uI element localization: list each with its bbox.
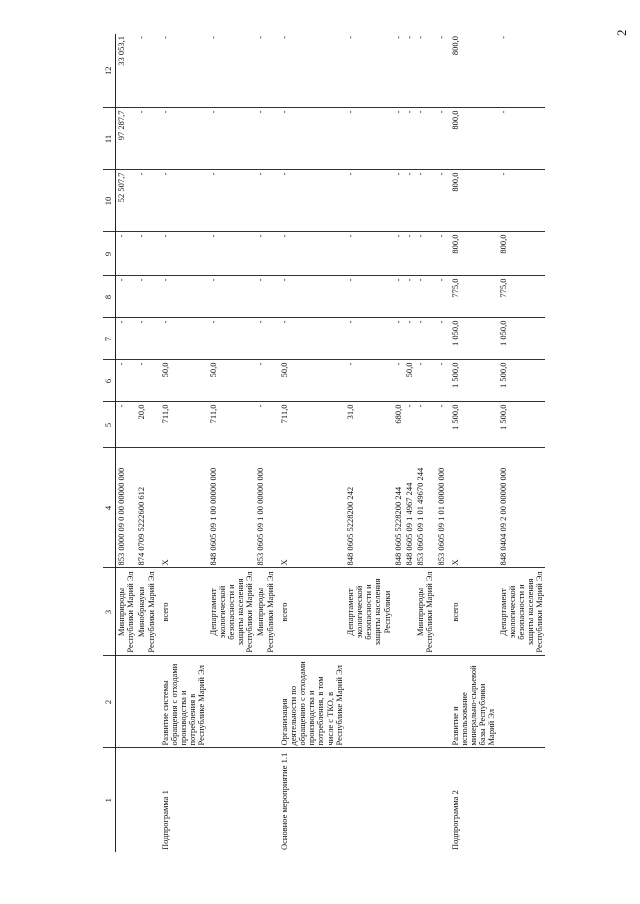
table-row [404, 34, 415, 852]
cell-col-4: 853 0605 09 1 00 00000 000 [255, 448, 275, 568]
col-header-4: 4 [103, 448, 116, 568]
cell-col-12: - [136, 34, 156, 108]
cell-col-4: Х [447, 448, 498, 568]
cell-col-11: - [345, 108, 393, 170]
cell-col-2 [116, 656, 137, 748]
cell-col-12: - [436, 34, 447, 108]
cell-col-7: - [345, 318, 393, 360]
cell-col-10: - [345, 170, 393, 232]
cell-col-11: 97 287,7 [116, 108, 137, 170]
column-numbers-row [103, 34, 116, 852]
cell-col-10: - [393, 170, 404, 232]
col-header-10: 10 [103, 170, 116, 232]
cell-col-3: Департамент экологической безопасности и защиты населения Республики Марий Эл [208, 568, 256, 656]
cell-col-4: Х [276, 448, 345, 568]
cell-col-3: Минприроды Республики Марий Эл [415, 568, 435, 656]
cell-col-5: 20,0 [136, 402, 156, 448]
cell-col-7: - [255, 318, 275, 360]
cell-col-8: 775,0 [498, 276, 546, 318]
cell-col-1: Подпрограмма 1 [159, 790, 170, 850]
cell-col-6: 50,0 [157, 360, 208, 402]
cell-col-10: - [498, 170, 546, 232]
cell-col-6: 1 500,0 [498, 360, 546, 402]
cell-col-6: - [436, 360, 447, 402]
cell-col-12: - [276, 34, 345, 108]
cell-col-5: 1 500,0 [498, 402, 546, 448]
cell-col-6: 50,0 [276, 360, 345, 402]
cell-col-6: - [116, 360, 137, 402]
cell-col-5: 1 500,0 [447, 402, 498, 448]
cell-col-5: - [404, 402, 415, 448]
cell-col-8: - [255, 276, 275, 318]
cell-col-6: - [136, 360, 156, 402]
cell-col-12: - [415, 34, 435, 108]
cell-col-7: 1 050,0 [447, 318, 498, 360]
table-row [415, 34, 435, 852]
cell-col-12: 33 053,1 [116, 34, 137, 108]
cell-col-2 [415, 656, 435, 748]
cell-col-5: - [415, 402, 435, 448]
cell-col-12: - [404, 34, 415, 108]
cell-col-8: - [157, 276, 208, 318]
cell-col-4: 848 0605 09 1 4967 244 [404, 448, 415, 568]
table-row [447, 34, 498, 852]
cell-col-8: - [415, 276, 435, 318]
cell-col-4: 848 0605 5228200 244 [393, 448, 404, 568]
cell-col-2: Развитие и использование минерально-сырьевой базы Республики Марий Эл [447, 656, 498, 748]
cell-col-1 [404, 748, 415, 852]
cell-col-9: - [393, 232, 404, 276]
cell-col-2: Развитие системы обращения с отходами производства и потребления в Республике Марий Эл [157, 656, 208, 748]
cell-col-10: - [157, 170, 208, 232]
cell-col-5: 711,0 [157, 402, 208, 448]
cell-col-4: 853 0605 09 1 01 00000 000 [436, 448, 447, 568]
cell-col-3: Департамент экологической безопасности и защиты населения Республики [345, 568, 393, 656]
cell-col-6: 50,0 [208, 360, 256, 402]
col-header-3: 3 [103, 568, 116, 656]
cell-col-3: Департамент экологической безопасности и защиты населения Республики Марий Эл [498, 568, 546, 656]
cell-col-11: - [276, 108, 345, 170]
cell-col-10: 52 507,7 [116, 170, 137, 232]
cell-col-8: - [208, 276, 256, 318]
cell-col-10: - [436, 170, 447, 232]
cell-col-8: - [136, 276, 156, 318]
cell-col-5: 711,0 [208, 402, 256, 448]
rotated-table-container [103, 34, 609, 852]
cell-col-2 [393, 656, 404, 748]
cell-col-1: Подпрограмма 2 [449, 790, 460, 850]
cell-col-2 [436, 656, 447, 748]
table-row [157, 34, 208, 852]
table-body [116, 34, 546, 852]
cell-col-8: - [404, 276, 415, 318]
cell-col-12: - [345, 34, 393, 108]
cell-col-7: - [393, 318, 404, 360]
col-header-7: 7 [103, 318, 116, 360]
col-header-1: 1 [103, 748, 116, 852]
cell-col-11: - [208, 108, 256, 170]
cell-col-9: - [345, 232, 393, 276]
table-row [255, 34, 275, 852]
cell-col-11: - [498, 108, 546, 170]
col-header-12: 12 [103, 34, 116, 108]
cell-col-7: - [415, 318, 435, 360]
cell-col-7: - [116, 318, 137, 360]
cell-col-1 [498, 748, 546, 852]
cell-col-6: - [393, 360, 404, 402]
col-header-11: 11 [103, 108, 116, 170]
cell-col-10: 800,0 [447, 170, 498, 232]
cell-col-9: - [157, 232, 208, 276]
col-header-9: 9 [103, 232, 116, 276]
cell-col-10: - [136, 170, 156, 232]
cell-col-1 [436, 748, 447, 852]
table-row [136, 34, 156, 852]
cell-col-11: - [157, 108, 208, 170]
table-row [498, 34, 546, 852]
cell-col-4: 848 0605 09 1 00 00000 000 [208, 448, 256, 568]
col-header-5: 5 [103, 402, 116, 448]
cell-col-4: 874 0709 5222600 612 [136, 448, 156, 568]
cell-col-6: - [255, 360, 275, 402]
cell-col-12: - [498, 34, 546, 108]
cell-col-9: - [208, 232, 256, 276]
col-header-2: 2 [103, 656, 116, 748]
cell-col-11: 800,0 [447, 108, 498, 170]
table-row [116, 34, 137, 852]
cell-col-10: - [208, 170, 256, 232]
cell-col-2 [208, 656, 256, 748]
cell-col-7: - [208, 318, 256, 360]
cell-col-9: - [276, 232, 345, 276]
cell-col-4: Х [157, 448, 208, 568]
cell-col-1 [255, 748, 275, 852]
cell-col-3: всего [276, 568, 345, 656]
cell-col-8: 775,0 [447, 276, 498, 318]
cell-col-7: - [436, 318, 447, 360]
cell-col-1: Основное мероприятие 1.1 [278, 752, 289, 850]
cell-col-2 [498, 656, 546, 748]
cell-col-1 [415, 748, 435, 852]
cell-col-8: - [393, 276, 404, 318]
cell-col-7: - [136, 318, 156, 360]
table-row [436, 34, 447, 852]
cell-col-4: 853 0605 09 1 01 49670 244 [415, 448, 435, 568]
cell-col-4: 853 0000 09 0 00 00000 000 [116, 448, 137, 568]
cell-col-3 [436, 568, 447, 656]
cell-col-9: - [436, 232, 447, 276]
cell-col-6: - [345, 360, 393, 402]
cell-col-5: - [255, 402, 275, 448]
cell-col-4: 848 0404 09 2 00 00000 000 [498, 448, 546, 568]
cell-col-11: - [404, 108, 415, 170]
cell-col-1 [116, 748, 137, 852]
cell-col-12: - [157, 34, 208, 108]
cell-col-12: 800,0 [447, 34, 498, 108]
cell-col-11: - [136, 108, 156, 170]
cell-col-9: - [415, 232, 435, 276]
budget-table [103, 34, 545, 852]
cell-col-10: - [415, 170, 435, 232]
cell-col-8: - [436, 276, 447, 318]
cell-col-10: - [404, 170, 415, 232]
cell-col-7: 1 050,0 [498, 318, 546, 360]
cell-col-6: 50,0 [404, 360, 415, 402]
cell-col-11: - [436, 108, 447, 170]
col-header-8: 8 [103, 276, 116, 318]
cell-col-3: Минприроды Республики Марий Эл [116, 568, 137, 656]
cell-col-5: 711,0 [276, 402, 345, 448]
cell-col-7: - [404, 318, 415, 360]
cell-col-5: - [436, 402, 447, 448]
cell-col-8: - [276, 276, 345, 318]
cell-col-9: 800,0 [447, 232, 498, 276]
cell-col-4: 848 0605 5228200 242 [345, 448, 393, 568]
cell-col-3: Минобрнауки Республики Марий Эл [136, 568, 156, 656]
cell-col-2 [345, 656, 393, 748]
cell-col-1 [393, 748, 404, 852]
cell-col-2 [255, 656, 275, 748]
cell-col-3: всего [157, 568, 208, 656]
cell-col-9: 800,0 [498, 232, 546, 276]
page-number: 2 [614, 29, 629, 36]
cell-col-7: - [276, 318, 345, 360]
cell-col-5: 680,0 [393, 402, 404, 448]
cell-col-10: - [255, 170, 275, 232]
cell-col-12: - [255, 34, 275, 108]
cell-col-11: - [415, 108, 435, 170]
cell-col-12: - [208, 34, 256, 108]
cell-col-2: Организация деятельности по обращению с отходами производства и потребления, в том числе с ТКО, в Республике Марий Эл [276, 656, 345, 748]
cell-col-10: - [276, 170, 345, 232]
table-row [208, 34, 256, 852]
cell-col-11: - [255, 108, 275, 170]
table-row [276, 34, 345, 852]
cell-col-9: - [136, 232, 156, 276]
cell-col-1 [208, 748, 256, 852]
cell-col-6: 1 500,0 [447, 360, 498, 402]
cell-col-1 [136, 748, 156, 852]
cell-col-9: - [404, 232, 415, 276]
cell-col-1 [345, 748, 393, 852]
table-row [393, 34, 404, 852]
cell-col-11: - [393, 108, 404, 170]
table-row [345, 34, 393, 852]
cell-col-5: 31,0 [345, 402, 393, 448]
cell-col-2 [404, 656, 415, 748]
cell-col-7: - [157, 318, 208, 360]
cell-col-2 [136, 656, 156, 748]
cell-col-3 [393, 568, 404, 656]
cell-col-6: - [415, 360, 435, 402]
cell-col-8: - [116, 276, 137, 318]
cell-col-3: Минприроды Республики Марий Эл [255, 568, 275, 656]
cell-col-9: - [116, 232, 137, 276]
cell-col-8: - [345, 276, 393, 318]
cell-col-12: - [393, 34, 404, 108]
col-header-6: 6 [103, 360, 116, 402]
cell-col-9: - [255, 232, 275, 276]
cell-col-3 [404, 568, 415, 656]
cell-col-5: - [116, 402, 137, 448]
cell-col-3: всего [447, 568, 498, 656]
